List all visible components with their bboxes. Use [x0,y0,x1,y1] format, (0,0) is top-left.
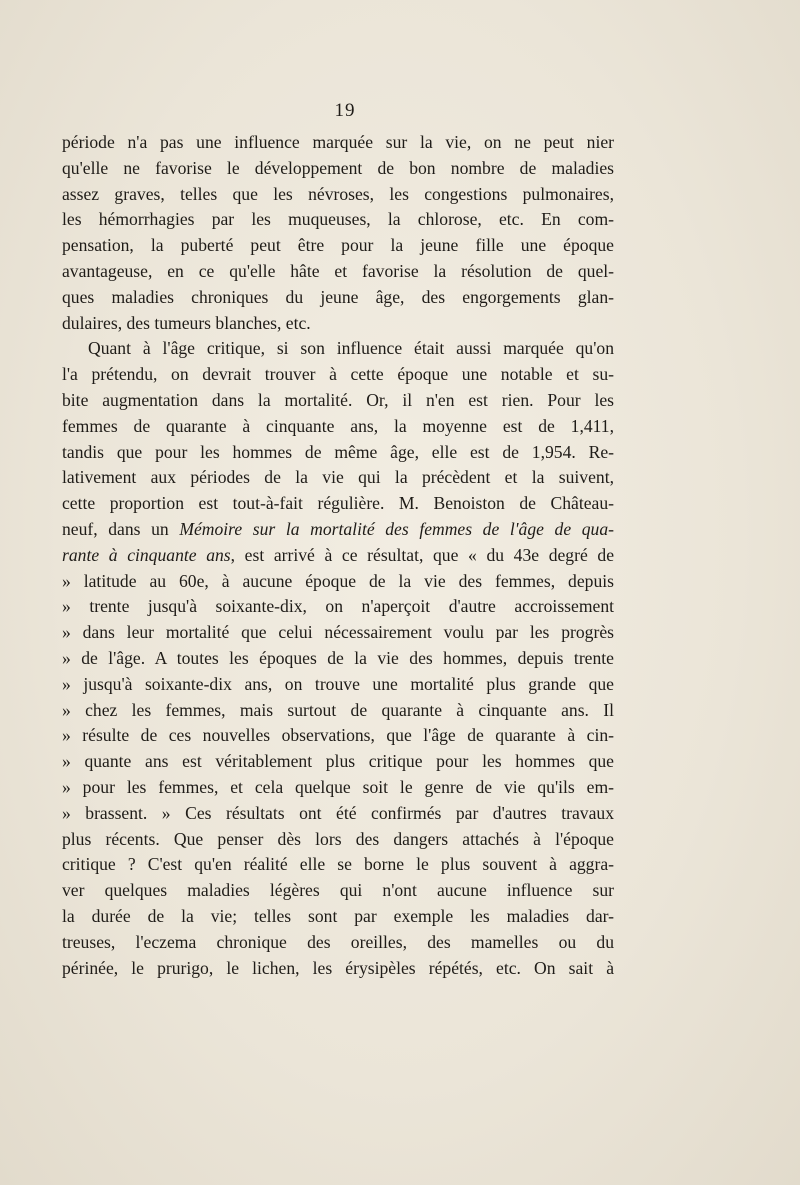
text-line: périnée, le prurigo, le lichen, les érysipèles répétés, etc. On sait à [62,957,614,978]
page-number: 19 [334,100,356,121]
text-line: ques maladies chroniques du jeune âge, des engorgements glan- [62,286,614,307]
text-line [62,517,614,543]
text-line: bite augmentation dans la mortalité. Or, il n'en est rien. Pour les [62,389,614,410]
text-line: tandis que pour les hommes de même âge, elle est de 1,954. Re- [62,441,614,462]
text-line: qu'elle ne favorise le développement de bon nombre de maladies [62,157,614,178]
text-line: » résulte de ces nouvelles observations, que l'âge de quarante à cin- [62,725,614,746]
text-line: lativement aux périodes de la vie qui la précèdent et la suivent, [62,467,614,488]
text-line: » trente jusqu'à soixante-dix, on n'aperçoit d'autre accroissement [62,596,614,617]
text-line: cette proportion est tout-à-fait régulière. M. Benoiston de Château- [62,493,614,514]
text-line: » chez les femmes, mais surtout de quarante à cinquante ans. Il [62,699,614,720]
text-line: treuses, l'eczema chronique des oreilles, des mamelles ou du [62,931,614,952]
text-line: ver quelques maladies légères qui n'ont aucune influence sur [62,880,614,901]
text-line: assez graves, telles que les névroses, les congestions pulmonaires, [62,183,614,204]
text-line: critique ? C'est qu'en réalité elle se borne le plus souvent à aggra- [62,854,614,875]
text-line: » pour les femmes, et cela quelque soit le genre de vie qu'ils em- [62,776,614,797]
text-line: les hémorrhagies par les muqueuses, la chlorose, etc. En com- [62,209,614,230]
text-line: avantageuse, en ce qu'elle hâte et favorise la résolution de quel- [62,260,614,281]
italic-title: rante à cinquante ans [62,544,231,565]
text-line: dulaires, des tumeurs blanches, etc. [62,312,311,333]
text-line: » latitude au 60e, à aucune époque de la vie des femmes, depuis [62,570,614,591]
text-run: , est arrivé à ce résultat, que « du 43e degré de [230,544,614,565]
text-line: femmes de quarante à cinquante ans, la moyenne est de 1,411, [62,415,614,436]
italic-title: Mémoire sur la mortalité des femmes de l'âge de qua- [179,518,614,539]
body-text [62,130,614,981]
text-line: période n'a pas une influence marquée sur la vie, on ne peut nier [62,132,614,152]
text-line: la durée de la vie; telles sont par exemple les maladies dar- [62,905,614,926]
text-line: pensation, la puberté peut être pour la jeune fille une époque [62,235,614,256]
text-line: Quant à l'âge critique, si son influence était aussi marquée qu'on [88,338,614,359]
text-line: » jusqu'à soixante-dix ans, on trouve une mortalité plus grande que [62,673,614,694]
text-line: l'a prétendu, on devrait trouver à cette époque une notable et su- [62,364,614,385]
text-line: » quante ans est véritablement plus critique pour les hommes que [62,751,614,772]
text-line: plus récents. Que penser dès lors des dangers attachés à l'époque [62,828,614,849]
text-line: » brassent. » Ces résultats ont été confirmés par d'autres travaux [62,802,614,823]
text-run: neuf, dans un [62,518,180,539]
text-line: » de l'âge. A toutes les époques de la vie des hommes, depuis trente [62,647,614,668]
text-line: » dans leur mortalité que celui nécessairement voulu par les progrès [62,622,614,643]
text-line [62,543,614,569]
